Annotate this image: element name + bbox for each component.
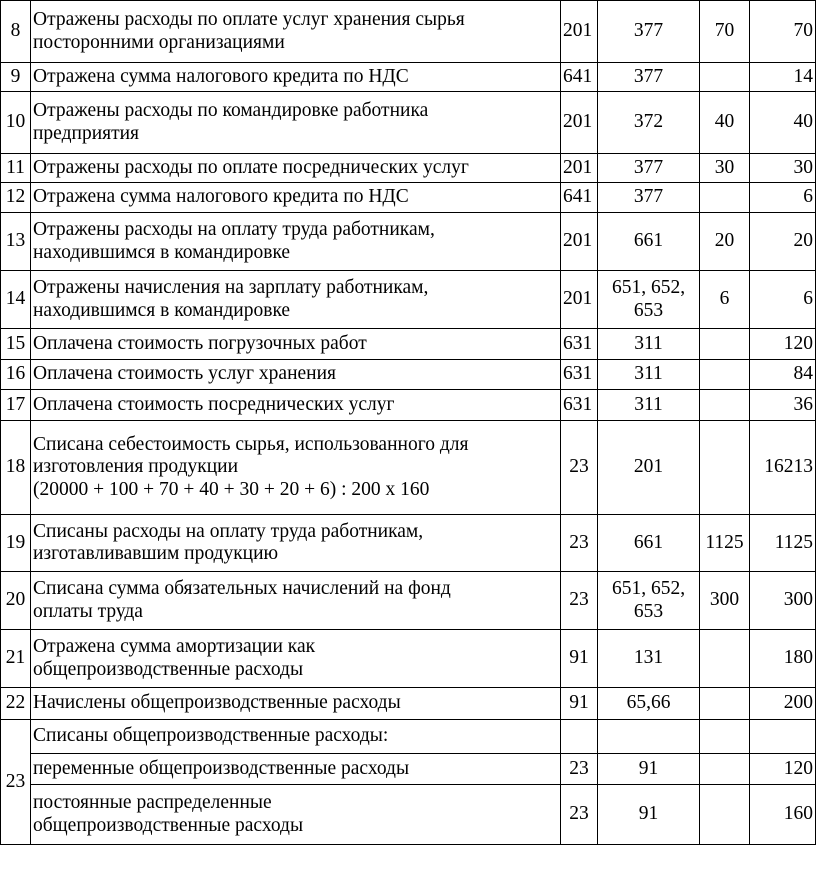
table-row <box>1 63 816 92</box>
description-line: Отражены расходы по командировке работника <box>33 100 429 122</box>
operation-description <box>31 154 561 183</box>
credit-account <box>598 92 700 154</box>
credit-account <box>598 688 700 720</box>
operation-description <box>31 572 561 630</box>
table-row <box>1 515 816 572</box>
row-number: 15 <box>1 329 31 360</box>
description-line: изготавливавшим продукцию <box>33 543 279 564</box>
description-line: Оплачена стоимость погрузочных работ <box>33 332 367 354</box>
total-amount: 30 <box>750 154 816 183</box>
debit-account: 201 <box>561 1 598 63</box>
debit-account: 631 <box>561 360 598 390</box>
credit-account <box>598 154 700 183</box>
credit-account <box>598 183 700 213</box>
debit-account: 23 <box>561 421 598 515</box>
description-line: Отражены расходы по оплате посреднических услуг <box>33 156 469 178</box>
total-amount: 20 <box>750 213 816 271</box>
debit-account: 201 <box>561 271 598 329</box>
amount <box>700 183 750 213</box>
amount <box>700 754 750 785</box>
description-line: посторонними организациями <box>33 31 285 53</box>
table-row <box>1 720 816 754</box>
amount: 40 <box>700 92 750 154</box>
credit-account-line: 661 <box>633 230 664 252</box>
row-number: 9 <box>1 63 31 92</box>
total-amount: 1125 <box>750 515 816 572</box>
description-line: Отражена сумма налогового кредита по НДС <box>33 186 409 208</box>
credit-account <box>598 572 700 630</box>
debit-account: 631 <box>561 390 598 421</box>
operation-description <box>31 785 561 845</box>
credit-account-line: 377 <box>633 20 664 42</box>
total-amount: 300 <box>750 572 816 630</box>
credit-account <box>598 390 700 421</box>
description-line: (20000 + 100 + 70 + 40 + 30 + 20 + 6) : 200 х 160 <box>33 478 430 500</box>
row-number: 23 <box>1 720 31 845</box>
description-line: Списаны общепроизводственные расходы: <box>33 725 389 747</box>
table-row <box>1 785 816 845</box>
description-line: Списана сумма обязательных начислений на фонд <box>33 578 451 600</box>
description-line: переменные общепроизводственные расходы <box>33 757 410 779</box>
description-line: Списаны расходы на оплату труда работникам, <box>33 520 424 542</box>
amount: 300 <box>700 572 750 630</box>
table-row <box>1 360 816 390</box>
row-number: 20 <box>1 572 31 630</box>
row-number: 10 <box>1 92 31 154</box>
credit-account-line: 651, 652, <box>611 277 686 299</box>
row-number: 8 <box>1 1 31 63</box>
amount <box>700 630 750 688</box>
debit-account: 91 <box>561 688 598 720</box>
credit-account <box>598 271 700 329</box>
operation-description <box>31 515 561 572</box>
description-line: изготовления продукции <box>33 456 239 478</box>
credit-account <box>598 1 700 63</box>
credit-account-line: 131 <box>633 647 664 669</box>
table-row <box>1 754 816 785</box>
credit-account-line: 201 <box>633 456 664 478</box>
debit-account: 23 <box>561 754 598 785</box>
total-amount: 14 <box>750 63 816 92</box>
credit-account-line: 651, 652, <box>611 578 686 600</box>
description-line: оплаты труда <box>33 600 143 622</box>
operation-description <box>31 271 561 329</box>
row-number: 11 <box>1 154 31 183</box>
row-number: 21 <box>1 630 31 688</box>
debit-account: 641 <box>561 63 598 92</box>
description-line: находившимся в командировке <box>33 241 291 263</box>
credit-account <box>598 329 700 360</box>
total-amount: 120 <box>750 329 816 360</box>
operation-description <box>31 360 561 390</box>
credit-account <box>598 630 700 688</box>
total-amount: 120 <box>750 754 816 785</box>
credit-account: 91 <box>598 785 700 845</box>
total-amount: 70 <box>750 1 816 63</box>
description-line: Отражены начисления на зарплату работникам, <box>33 277 429 299</box>
debit-account: 91 <box>561 630 598 688</box>
table-row <box>1 213 816 271</box>
description-line: Отражены расходы на оплату труда работникам, <box>33 219 435 241</box>
description-line: общепроизводственные расходы <box>33 814 304 836</box>
debit-account: 641 <box>561 183 598 213</box>
credit-account <box>598 515 700 572</box>
description-line: постоянные распределенные <box>33 792 272 814</box>
table-row <box>1 154 816 183</box>
credit-account-line: 653 <box>633 299 664 321</box>
credit-account-line: 311 <box>634 393 663 415</box>
credit-account-line: 653 <box>633 600 664 622</box>
credit-account: 91 <box>598 754 700 785</box>
credit-account <box>598 360 700 390</box>
description-line: Оплачена стоимость услуг хранения <box>33 363 337 385</box>
credit-account <box>598 421 700 515</box>
debit-account <box>561 720 598 754</box>
debit-account: 201 <box>561 154 598 183</box>
total-amount: 180 <box>750 630 816 688</box>
table-row <box>1 688 816 720</box>
amount: 30 <box>700 154 750 183</box>
row-number: 17 <box>1 390 31 421</box>
debit-account: 201 <box>561 213 598 271</box>
credit-account <box>598 63 700 92</box>
row-number: 14 <box>1 271 31 329</box>
amount: 70 <box>700 1 750 63</box>
credit-account <box>598 720 700 754</box>
amount <box>700 329 750 360</box>
total-amount: 200 <box>750 688 816 720</box>
total-amount: 84 <box>750 360 816 390</box>
description-line: Оплачена стоимость посреднических услуг <box>33 393 395 415</box>
table-body <box>1 1 816 845</box>
amount: 1125 <box>700 515 750 572</box>
total-amount <box>750 720 816 754</box>
row-number: 13 <box>1 213 31 271</box>
debit-account: 23 <box>561 785 598 845</box>
credit-account-line: 311 <box>634 363 663 385</box>
total-amount: 6 <box>750 183 816 213</box>
operation-description <box>31 390 561 421</box>
row-number: 22 <box>1 688 31 720</box>
amount <box>700 720 750 754</box>
amount <box>700 63 750 92</box>
description-line: находившимся в командировке <box>33 299 291 321</box>
credit-account <box>598 213 700 271</box>
description-line: Списана себестоимость сырья, использованного для <box>33 434 469 456</box>
amount <box>700 390 750 421</box>
debit-account: 631 <box>561 329 598 360</box>
operation-description <box>31 63 561 92</box>
operation-description <box>31 183 561 213</box>
credit-account-line: 377 <box>633 186 664 208</box>
row-number: 12 <box>1 183 31 213</box>
amount <box>700 421 750 515</box>
operation-description <box>31 213 561 271</box>
operation-description <box>31 754 561 785</box>
amount <box>700 785 750 845</box>
table-row <box>1 572 816 630</box>
table-row <box>1 390 816 421</box>
operation-description <box>31 329 561 360</box>
description-line: Отражена сумма налогового кредита по НДС <box>33 65 409 87</box>
table-row <box>1 630 816 688</box>
row-number: 18 <box>1 421 31 515</box>
total-amount: 36 <box>750 390 816 421</box>
description-line: Отражена сумма амортизации как <box>33 636 316 658</box>
amount <box>700 360 750 390</box>
description-line: Начислены общепроизводственные расходы <box>33 692 401 714</box>
amount: 6 <box>700 271 750 329</box>
debit-account: 201 <box>561 92 598 154</box>
credit-account-line: 377 <box>633 65 664 87</box>
operation-description <box>31 421 561 515</box>
debit-account: 23 <box>561 572 598 630</box>
table-row <box>1 421 816 515</box>
description-line: Отражены расходы по оплате услуг хранения сырья <box>33 9 465 31</box>
credit-account-line: 65,66 <box>626 692 671 714</box>
amount: 20 <box>700 213 750 271</box>
table-row <box>1 1 816 63</box>
row-number: 19 <box>1 515 31 572</box>
operation-description <box>31 1 561 63</box>
credit-account-line: 661 <box>633 531 664 553</box>
table-row <box>1 183 816 213</box>
operation-description <box>31 92 561 154</box>
description-line: общепроизводственные расходы <box>33 658 304 680</box>
credit-account-line: 311 <box>634 332 663 354</box>
amount <box>700 688 750 720</box>
row-number: 16 <box>1 360 31 390</box>
operation-description <box>31 688 561 720</box>
operation-description <box>31 630 561 688</box>
credit-account-line: 377 <box>633 156 664 178</box>
table-row <box>1 271 816 329</box>
credit-account-line: 372 <box>633 111 664 133</box>
total-amount: 16213 <box>750 421 816 515</box>
operation-description <box>31 720 561 754</box>
description-line: предприятия <box>33 122 140 144</box>
table-row <box>1 329 816 360</box>
total-amount: 40 <box>750 92 816 154</box>
total-amount: 160 <box>750 785 816 845</box>
total-amount: 6 <box>750 271 816 329</box>
table-row <box>1 92 816 154</box>
debit-account: 23 <box>561 515 598 572</box>
